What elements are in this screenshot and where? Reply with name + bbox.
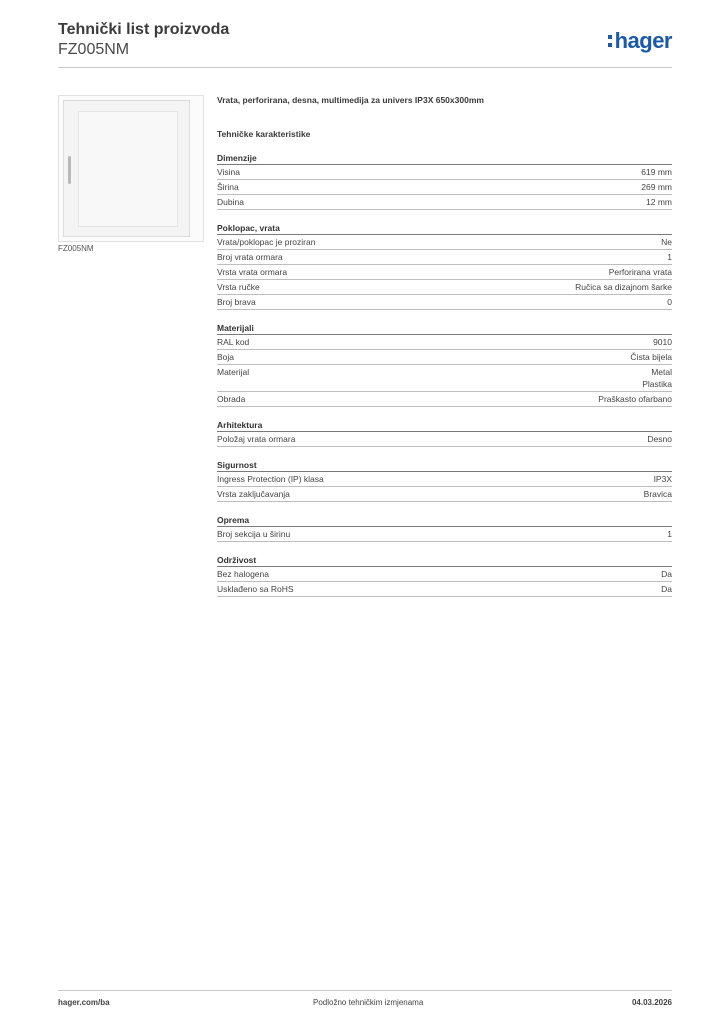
- footer-notice: Podložno tehničkim izmjenama: [313, 998, 424, 1007]
- spec-value-line: 619 mm: [641, 167, 672, 177]
- spec-value: [575, 281, 672, 293]
- spec-row: [217, 350, 672, 365]
- spec-value-line: Ručica sa dizajnom šarke: [575, 282, 672, 292]
- section-title: Arhitektura: [217, 419, 672, 432]
- spec-row: [217, 582, 672, 597]
- spec-value-line: 269 mm: [641, 182, 672, 192]
- section-title: Materijali: [217, 322, 672, 335]
- spec-value-line: 12 mm: [646, 197, 672, 207]
- spec-sections: [217, 152, 672, 597]
- spec-section: [217, 554, 672, 597]
- spec-value: [667, 528, 672, 540]
- spec-label: RAL kod: [217, 337, 250, 347]
- spec-value: [644, 488, 672, 500]
- spec-value-line: Plastika: [642, 379, 672, 389]
- spec-row: [217, 250, 672, 265]
- spec-row: [217, 527, 672, 542]
- tech-heading: Tehničke karakteristike: [217, 129, 311, 139]
- spec-section: [217, 222, 672, 310]
- spec-row: [217, 365, 672, 392]
- spec-row: [217, 280, 672, 295]
- spec-value: [630, 351, 672, 363]
- spec-value-line: Da: [661, 584, 672, 594]
- image-caption: FZ005NM: [58, 244, 94, 253]
- section-title: Sigurnost: [217, 459, 672, 472]
- spec-row: [217, 235, 672, 250]
- spec-value: [642, 366, 672, 390]
- spec-value-line: 9010: [653, 337, 672, 347]
- spec-section: [217, 514, 672, 542]
- page-title: Tehnički list proizvoda: [58, 21, 230, 38]
- spec-value-line: Desno: [647, 434, 672, 444]
- spec-label: Ingress Protection (IP) klasa: [217, 474, 324, 484]
- spec-label: Broj brava: [217, 297, 256, 307]
- spec-label: Materijal: [217, 367, 250, 377]
- specifications: [217, 93, 672, 597]
- door-handle-icon: [68, 156, 71, 184]
- spec-value: [661, 583, 672, 595]
- spec-value-line: Čista bijela: [630, 352, 672, 362]
- spec-label: Vrsta vrata ormara: [217, 267, 288, 277]
- spec-row: [217, 335, 672, 350]
- spec-value: [667, 251, 672, 263]
- spec-row: [217, 295, 672, 310]
- spec-value-line: Perforirana vrata: [608, 267, 672, 277]
- spec-section: [217, 322, 672, 407]
- spec-value: [654, 473, 672, 485]
- section-title: Održivost: [217, 554, 672, 567]
- spec-label: Broj vrata ormara: [217, 252, 283, 262]
- product-description: Vrata, perforirana, desna, multimedija za univers IP3X 650x300mm: [217, 95, 484, 105]
- spec-section: [217, 152, 672, 210]
- spec-label: Vrsta ručke: [217, 282, 260, 292]
- spec-label: Bez halogena: [217, 569, 269, 579]
- spec-label: Vrata/poklopac je proziran: [217, 237, 316, 247]
- product-code: FZ005NM: [58, 41, 130, 58]
- spec-value: [667, 296, 672, 308]
- product-image: [58, 95, 204, 242]
- spec-row: [217, 180, 672, 195]
- spec-label: Boja: [217, 352, 235, 362]
- spec-value-line: 0: [667, 297, 672, 307]
- footer-website[interactable]: hager.com/ba: [58, 998, 110, 1007]
- spec-label: Širina: [217, 182, 239, 192]
- spec-row: [217, 265, 672, 280]
- door-panel: [78, 111, 178, 227]
- spec-section: [217, 459, 672, 502]
- footer-divider: [58, 990, 672, 991]
- spec-label: Vrsta zaključavanja: [217, 489, 290, 499]
- spec-value-line: 1: [667, 252, 672, 262]
- spec-label: Obrada: [217, 394, 246, 404]
- spec-label: Broj sekcija u širinu: [217, 529, 291, 539]
- spec-value-line: Praškasto ofarbano: [598, 394, 672, 404]
- spec-label: Visina: [217, 167, 240, 177]
- spec-label: Usklađeno sa RoHS: [217, 584, 294, 594]
- door-illustration-icon: [63, 100, 190, 237]
- document-header: [58, 20, 672, 60]
- header-divider: [58, 67, 672, 68]
- section-title: Poklopac, vrata: [217, 222, 672, 235]
- spec-value: [641, 181, 672, 193]
- spec-value-line: Metal: [651, 367, 672, 377]
- spec-value-line: 1: [667, 529, 672, 539]
- spec-value-line: Ne: [661, 237, 672, 247]
- logo-text: hager: [614, 28, 672, 53]
- hager-logo: [608, 29, 672, 53]
- spec-value: [661, 236, 672, 248]
- logo-mark-icon: [608, 35, 613, 47]
- spec-value-line: IP3X: [653, 474, 672, 484]
- spec-section: [217, 419, 672, 447]
- spec-row: [217, 487, 672, 502]
- section-title: Oprema: [217, 514, 672, 527]
- spec-row: [217, 567, 672, 582]
- spec-value: [609, 266, 672, 278]
- spec-label: Položaj vrata ormara: [217, 434, 296, 444]
- spec-value: [641, 166, 672, 178]
- spec-value: [646, 196, 672, 208]
- spec-row: [217, 472, 672, 487]
- footer-date: 04.03.2026: [631, 998, 672, 1007]
- spec-value: [647, 433, 672, 445]
- spec-row: [217, 432, 672, 447]
- spec-value: [653, 336, 672, 348]
- spec-row: [217, 195, 672, 210]
- spec-row: [217, 165, 672, 180]
- section-title: Dimenzije: [217, 152, 672, 165]
- spec-row: [217, 392, 672, 407]
- spec-value: [598, 393, 672, 405]
- spec-value: [661, 568, 672, 580]
- spec-value-line: Da: [661, 569, 672, 579]
- spec-label: Dubina: [217, 197, 244, 207]
- spec-value-line: Bravica: [643, 489, 672, 499]
